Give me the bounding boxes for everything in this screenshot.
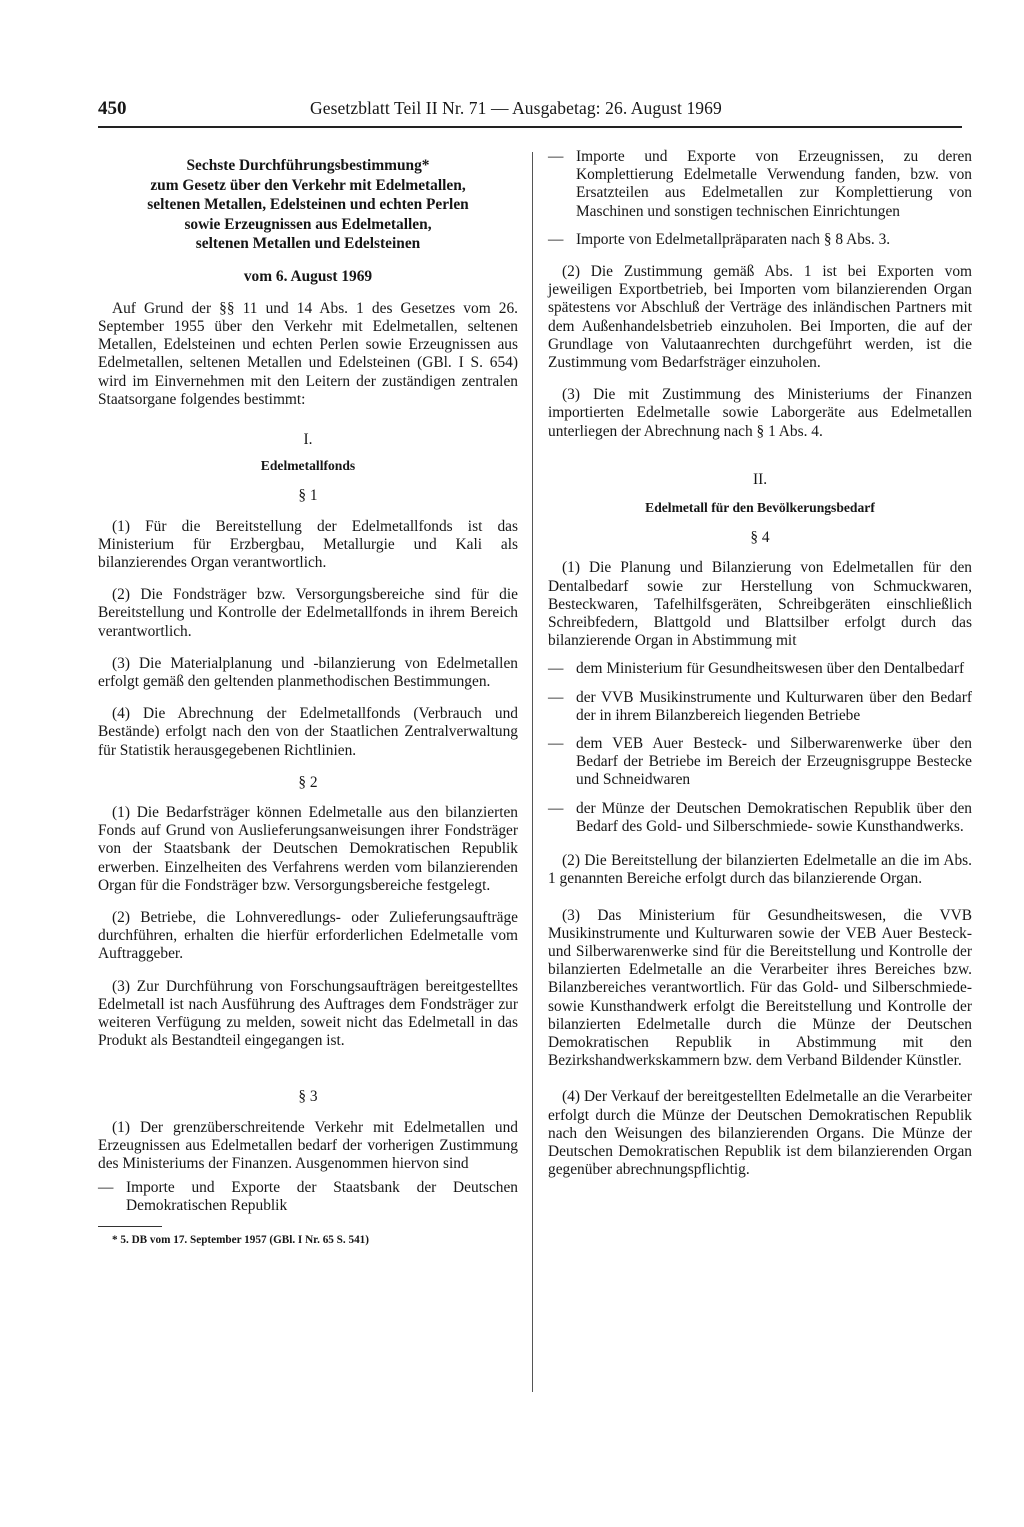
- dash-list-item: [548, 735, 972, 790]
- paragraph: (1) Für die Bereitstellung der Edelmetallfonds ist das Ministerium für Erzbergbau, Metallurgie und Kali als bilanzierendes Organ verantwortlich.: [98, 517, 518, 571]
- paragraph: (4) Der Verkauf der bereitgestellten Edelmetalle an die Verarbeiter erfolgt durch die Münze der Deutschen Demokratischen Republik nach den Weisungen des bilanzierenden Organs. Die Münze der Deutschen Demokratischen Republik ist dem bilanzierenden Organ gegenüber abrechnungspflichtig.: [548, 1088, 972, 1179]
- paragraph: (2) Die Bereitstellung der bilanzierten Edelmetalle an die im Abs. 1 genannten Bereiche erfolgt durch das bilanzierende Organ.: [548, 852, 972, 888]
- dash-item-text: Importe und Exporte der Staatsbank der Deutschen Demokratischen Republik: [126, 1179, 518, 1215]
- paragraph: (2) Betriebe, die Lohnveredlungs- oder Zulieferungsaufträge durchführen, erhalten die hierfür erforderlichen Edelmetalle vom Auftraggeber.: [98, 908, 518, 963]
- right-column: [548, 148, 972, 1193]
- running-header: [98, 96, 962, 128]
- paragraph: (3) Die mit Zustimmung des Ministeriums der Finanzen importierten Edelmetalle sowie Laborgeräte aus Edelmetallen unterliegen der Abrechnung nach § 1 Abs. 4.: [548, 386, 972, 440]
- paragraph: (2) Die Zustimmung gemäß Abs. 1 ist bei Exporten vom jeweiligen Exportbetrieb, bei Importen vom bilanzierenden Organ spätestens vor Abschluß der Verträge des inländischen Partners mit dem Außenhandelsbetrieb einzuholen. Bei Importen, die auf der Grundlage von Valutaanrechten durchgeführt werden, ist die Zustimmung vom Bedarfsträger einzuholen.: [548, 263, 972, 372]
- document-title: [98, 156, 518, 254]
- chapter-number: II.: [752, 470, 768, 488]
- dash-list-item: [548, 231, 972, 249]
- paragraph: (3) Die Materialplanung und -bilanzierung von Edelmetallen erfolgt gemäß den geltenden planmethodischen Bestimmungen.: [98, 654, 518, 690]
- chapter-title: Edelmetallfonds: [260, 458, 356, 474]
- dash-marker: —: [548, 688, 564, 706]
- left-column: [98, 146, 518, 1249]
- dash-list-item: [548, 660, 972, 678]
- section-heading: § 1: [298, 487, 318, 505]
- footnote-rule: [98, 1226, 162, 1227]
- dash-marker: —: [548, 799, 564, 817]
- dash-item-text: Importe und Exporte von Erzeugnissen, zu deren Komplettierung Edelmetalle Verwendung fanden, bzw. von Ersatzteilen aus Edelmetallen zur Komplettierung von Maschinen und sonstigen technischen Einrichtungen: [576, 148, 972, 220]
- chapter-title: Edelmetall für den Bevölkerungsbedarf: [645, 500, 875, 516]
- title-line: seltenen Metallen, Edelsteinen und echten Perlen: [147, 196, 469, 213]
- title-line: sowie Erzeugnissen aus Edelmetallen,: [184, 215, 432, 233]
- paragraph: (3) Das Ministerium für Gesundheitswesen, die VVB Musikinstrumente und Kulturwaren sowie der VEB Auer Besteck- und Silberwarenwerke sind für die Bereitstellung und Kontrolle der bilanzierten Edelmetalle an die Verarbeiter ihres Bereiches bzw. Bilanzbereiches verantwortlich. Für das Gold- und Silberschmiede- sowie Kunsthandwerk erfolgt die Bereitstellung und Kontrolle der bilanzierten Edelmetalle durch die Münze der Deutschen Demokratischen Republik in Abstimmung mit den Bezirkshandwerkskammern bzw. dem Verband Bildender Künstler.: [548, 906, 972, 1070]
- paragraph: (1) Die Planung und Bilanzierung von Edelmetallen für den Dentalbedarf sowie zur Herstellung von Schmuckwaren, Besteckwaren, Tafelhilfsgeräten, Schreibgeräten einschließlich Schreibfedern, Blattgold und Blattsilber erfolgt durch das bilanzierende Organ in Abstimmung mit: [548, 559, 972, 650]
- dash-list-item: [548, 689, 972, 725]
- dash-list-item: [548, 148, 972, 221]
- page-number: 450: [98, 98, 127, 119]
- document-date: vom 6. August 1969: [243, 267, 373, 285]
- dash-item-text: der Münze der Deutschen Demokratischen Republik über den Bedarf des Gold- und Silberschmiede- sowie Kunsthandwerks.: [576, 799, 972, 835]
- paragraph: (3) Zur Durchführung von Forschungsaufträgen bereitgestelltes Edelmetall ist nach Ausführung des Auftrages dem Fondsträger zur weiteren Verfügung zu melden, soweit nicht das Edelmetall in das Produkt als Bestandteil eingegangen ist.: [98, 977, 518, 1050]
- section-heading: § 2: [298, 773, 318, 791]
- dash-marker: —: [548, 230, 564, 248]
- dash-item-text: dem Ministerium für Gesundheitswesen über den Dentalbedarf: [576, 660, 965, 678]
- dash-item-text: dem VEB Auer Besteck- und Silberwarenwerke über den Bedarf der Betriebe im Bereich der Erzeugnisgruppe Bestecke und Schneidwaren: [576, 735, 972, 789]
- dash-item-text: der VVB Musikinstrumente und Kulturwaren über den Bedarf der in ihrem Bilanzbereich liegenden Betriebe: [576, 688, 972, 724]
- title-line: Sechste Durchführungsbestimmung*: [186, 157, 430, 174]
- column-divider: [532, 152, 533, 1392]
- dash-item-text: Importe von Edelmetallpräparaten nach § 8 Abs. 3.: [576, 230, 891, 248]
- title-line: seltenen Metallen und Edelsteinen: [195, 235, 421, 252]
- running-title: Gesetzblatt Teil II Nr. 71 — Ausgabetag: 26. August 1969: [310, 98, 722, 118]
- dash-marker: —: [548, 735, 564, 753]
- preamble: Auf Grund der §§ 11 und 14 Abs. 1 des Gesetzes vom 26. September 1955 über den Verkehr mit Edelmetallen, seltenen Metallen, Edelsteinen und echten Perlen sowie Erzeugnissen aus Edelmetallen, seltenen Metallen und Edelsteinen (GBl. I S. 654) wird im Einvernehmen mit den Leitern der zuständigen zentralen Staatsorgane folgendes bestimmt:: [98, 299, 518, 408]
- paragraph: (2) Die Fondsträger bzw. Versorgungsbereiche sind für die Bereitstellung und Kontrolle der Edelmetallfonds in ihrem Bereich verantwortlich.: [98, 586, 518, 640]
- section-heading: § 3: [298, 1088, 318, 1106]
- title-line: zum Gesetz über den Verkehr mit Edelmetallen,: [150, 176, 466, 194]
- chapter-number: I.: [303, 430, 313, 448]
- footnote: * 5. DB vom 17. September 1957 (GBl. I Nr. 65 S. 541): [112, 1233, 369, 1246]
- dash-marker: —: [98, 1179, 114, 1197]
- paragraph: (1) Der grenzüberschreitende Verkehr mit Edelmetallen und Erzeugnissen aus Edelmetallen bedarf der vorherigen Zustimmung des Ministeriums der Finanzen. Ausgenommen hiervon sind: [98, 1118, 518, 1173]
- paragraph: (1) Die Bedarfsträger können Edelmetalle aus den bilanzierten Fonds auf Grund von Auslieferungsanweisungen ihrer Fondsträger von der Staatsbank der Deutschen Demokratischen Republik erwerben. Einzelheiten des Verfahrens werden vom bilanzierenden Organ für die Fondsträger bzw. Versorgungsbereiche festgelegt.: [98, 803, 518, 894]
- dash-marker: —: [548, 660, 564, 678]
- paragraph: (4) Die Abrechnung der Edelmetallfonds (Verbrauch und Bestände) erfolgt nach den von der Staatlichen Zentralverwaltung für Statistik herausgegebenen Richtlinien.: [98, 705, 518, 759]
- section-heading: § 4: [750, 529, 770, 547]
- dash-list-item: [548, 800, 972, 836]
- dash-marker: —: [548, 148, 564, 165]
- dash-list-item: [98, 1179, 518, 1215]
